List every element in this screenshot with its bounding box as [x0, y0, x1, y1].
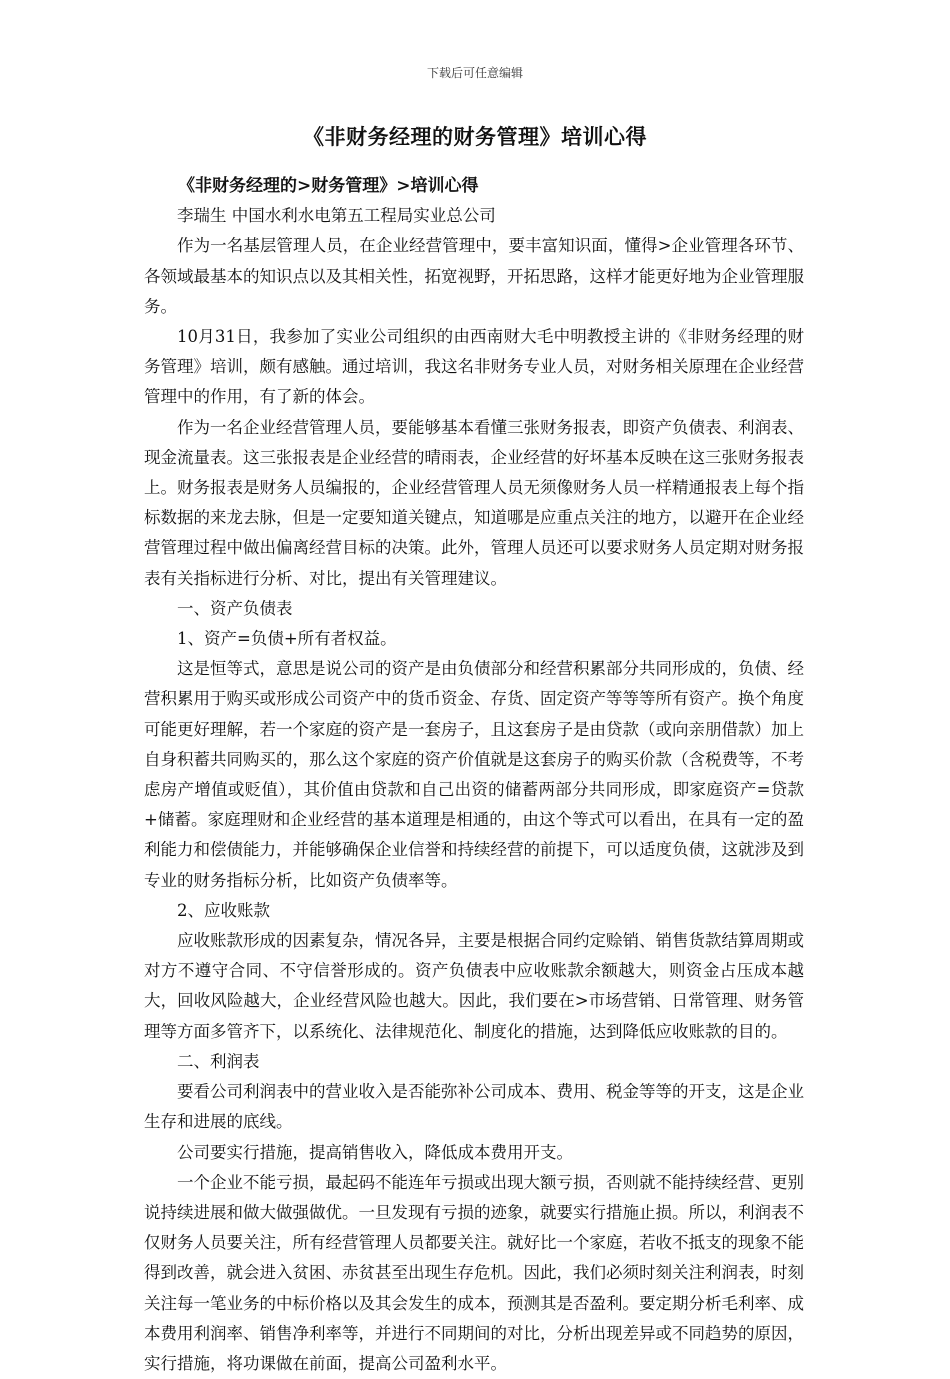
paragraph: 应收账款形成的因素复杂，情况各异，主要是根据合同约定赊销、销售货款结算周期或对方不遵守合同、不守信誉形成的。资产负债表中应收账款余额越大，则资金占压成本越大，回收风险越大，企业经营风险也越大。因此，我们要在>市场营销、日常管理、财务管理等方面多管齐下，以系统化、法律规范化、制度化的措施，达到降低应收账款的目的。: [144, 931, 804, 1041]
paragraph: 这是恒等式，意思是说公司的资产是由负债部分和经营积累部分共同形成的，负债、经营积累用于购买或形成公司资产中的货币资金、存货、固定资产等等等所有资产。换个角度可能更好理解，若一个家庭的资产是一套房子，且这套房子是由贷款（或向亲朋借款）加上自身积蓄共同购买的，那么这个家庭的资产价值就是这套房子的购买价款（含税费等，不考虑房产增值或贬值），其价值由贷款和自己出资的储蓄两部分共同形成，即家庭资产=贷款+储蓄。家庭理财和企业经营的基本道理是相通的，由这个等式可以看出，在具有一定的盈利能力和偿债能力，并能够确保企业信誉和持续经营的前提下，可以适度负债，这就涉及到专业的财务指标分析，比如资产负债率等。: [144, 659, 804, 890]
section-heading: 二、利润表: [177, 1051, 260, 1071]
author-line: 李瑞生 中国水利水电第五工程局实业总公司: [177, 206, 496, 226]
paragraph: 公司要实行措施，提高销售收入，降低成本费用开支。: [177, 1142, 573, 1162]
paragraph: 10月31日，我参加了实业公司组织的由西南财大毛中明教授主讲的《非财务经理的财务管理》培训，颇有感触。通过培训，我这名非财务专业人员，对财务相关原理在企业经营管理中的作用，有了新的体会。: [144, 327, 804, 407]
document-body: [144, 171, 804, 1379]
paragraph: 作为一名基层管理人员，在企业经营管理中，要丰富知识面，懂得>企业管理各环节、各领域最基本的知识点以及其相关性，拓宽视野，开拓思路，这样才能更好地为企业管理服务。: [144, 236, 804, 316]
subsection-heading: 1、资产=负债+所有者权益。: [177, 629, 397, 649]
subsection-heading: 2、应收账款: [177, 900, 270, 920]
paragraph: 一个企业不能亏损，最起码不能连年亏损或出现大额亏损，否则就不能持续经营、更别说持续进展和做大做强做优。一旦发现有亏损的迹象，就要实行措施止损。所以，利润表不仅财务人员要关注，所有经营管理人员都要关注。就好比一个家庭，若收不抵支的现象不能得到改善，就会进入贫困、赤贫甚至出现生存危机。因此，我们必须时刻关注利润表，时刻关注每一笔业务的中标价格以及其会发生的成本，预测其是否盈利。要定期分析毛利率、成本费用利润率、销售净利率等，并进行不同期间的对比，分析出现差异或不同趋势的原因，实行措施，将功课做在前面，提高公司盈利水平。: [144, 1172, 804, 1373]
paragraph: 作为一名企业经营管理人员，要能够基本看懂三张财务报表，即资产负债表、利润表、现金流量表。这三张报表是企业经营的晴雨表，企业经营的好坏基本反映在这三张财务报表上。财务报表是财务人员编报的，企业经营管理人员无须像财务人员一样精通报表上每个指标数据的来龙去脉，但是一定要知道关键点，知道哪是应重点关注的地方，以避开在企业经营管理过程中做出偏离经营目标的决策。此外，管理人员还可以要求财务人员定期对财务报表有关指标进行分析、对比，提出有关管理建议。: [144, 417, 804, 588]
sub-title: 《非财务经理的>财务管理》>培训心得: [178, 176, 479, 196]
document-title: 《非财务经理的财务管理》培训心得: [303, 124, 647, 149]
header-note: 下载后可任意编辑: [426, 66, 523, 80]
section-heading: 一、资产负债表: [177, 598, 293, 618]
paragraph: 要看公司利润表中的营业收入是否能弥补公司成本、费用、税金等等的开支，这是企业生存和进展的底线。: [144, 1082, 804, 1132]
